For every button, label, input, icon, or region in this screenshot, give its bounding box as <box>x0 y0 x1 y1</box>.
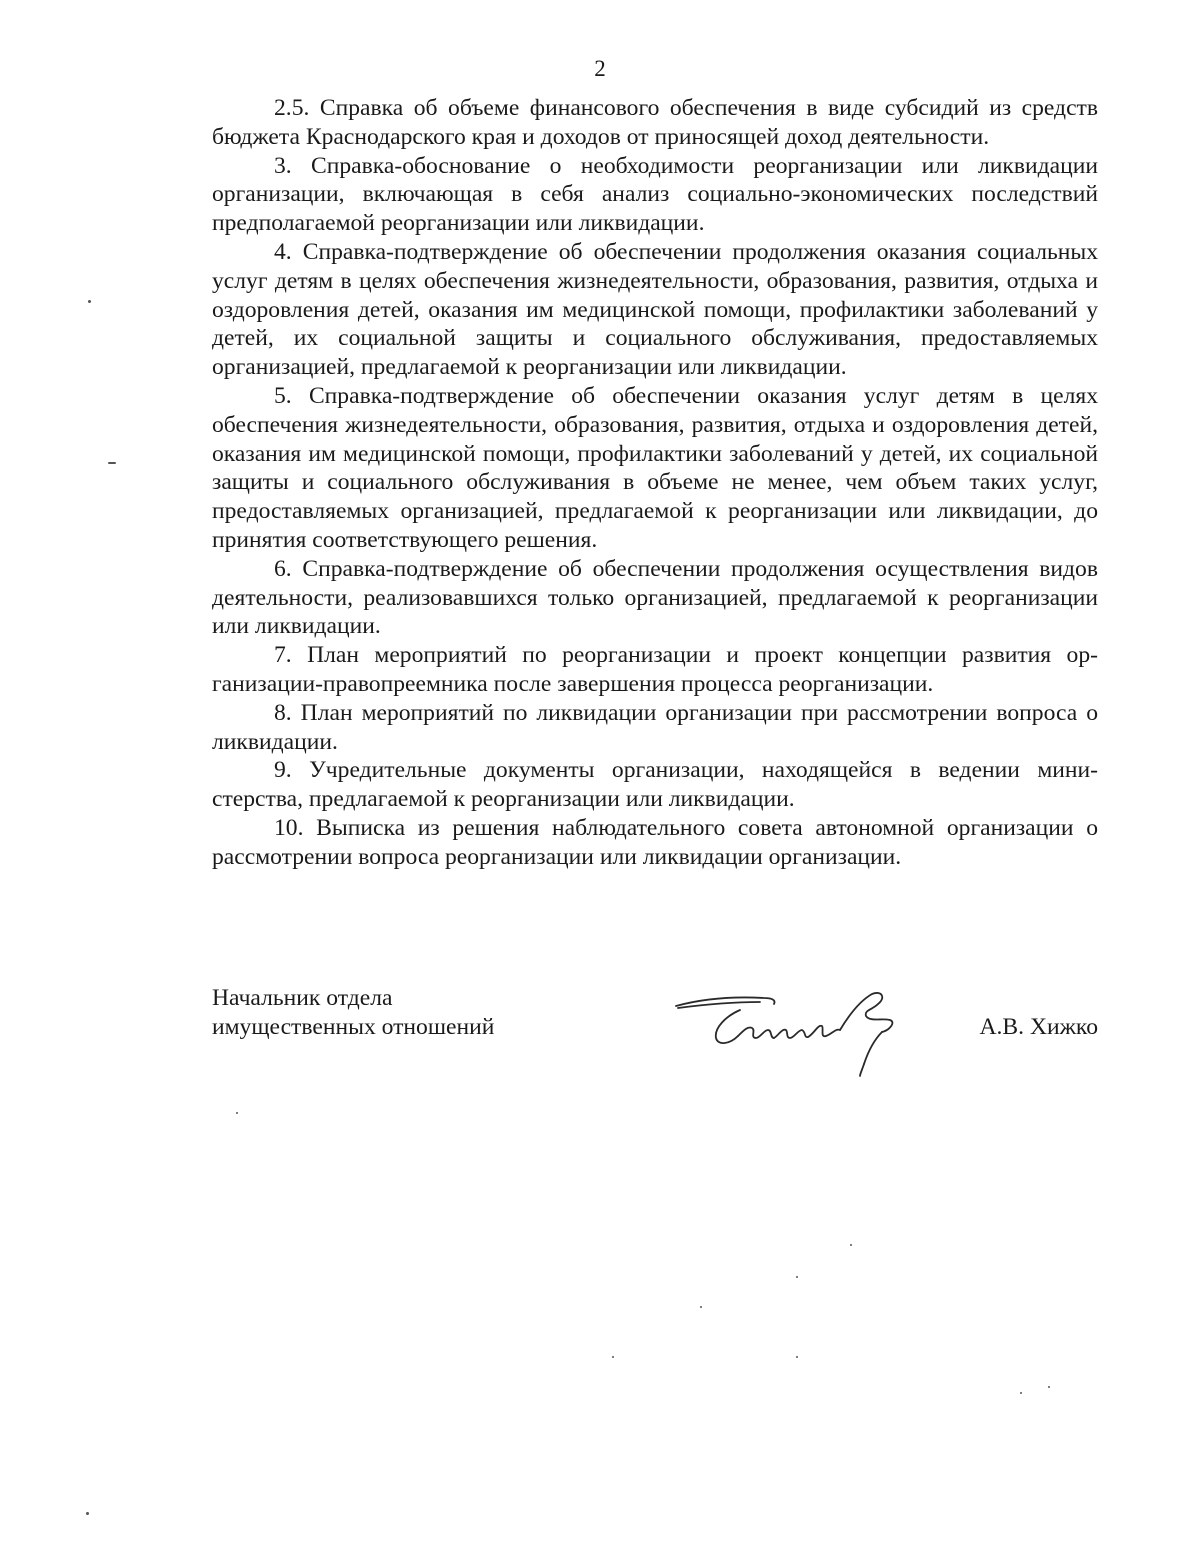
scan-speck <box>236 1112 238 1114</box>
paragraph-5: 5. Справка-подтверждение об обеспечении оказания услуг детям в целях обеспечения жизнедеятельности, образования, развития, отдыха и оздоровления детей, оказания им медицинской помощи, профилактики заболеваний у детей, их социальной защиты и социального обслуживания в объеме не менее, чем объем таких услуг, предоставляемых организацией, предлагаемой к реорганизации или ликвидации, до принятия соответствующего решения. <box>212 382 1098 553</box>
document-body <box>212 94 1098 872</box>
scan-speck <box>612 1356 614 1358</box>
paragraph-2-5: 2.5. Справка об объеме финансового обеспечения в виде субсидий из средств бюджета Краснодарского края и доходов от приносящей доход деятельности. <box>212 95 1098 150</box>
paragraph-8: 8. План мероприятий по ликвидации организации при рассмотрении вопроса о ликвидации. <box>212 699 1098 755</box>
handwritten-signature-icon <box>668 980 928 1084</box>
scan-speck <box>1048 1386 1050 1388</box>
signer-name: А.В. Хижко <box>979 1014 1098 1040</box>
paragraph-9: 9. Учредительные документы организации, находящейся в ведении министерства, предлагаемой к реорганизации или ликвидации. <box>212 757 1098 813</box>
scan-speck <box>700 1306 702 1308</box>
signer-position-line-2: имущественных отношений <box>212 1014 495 1040</box>
scan-speck <box>108 462 116 464</box>
signer-position <box>212 984 494 1042</box>
scan-speck <box>850 1244 852 1246</box>
scan-speck <box>86 1512 89 1515</box>
page-number: 2 <box>594 56 606 81</box>
scan-speck <box>88 300 91 303</box>
paragraph-10: 10. Выписка из решения наблюдательного совета автономной организации о рассмотрении вопроса реорганизации или ликвидации организации. <box>212 814 1098 870</box>
signature-block <box>212 984 1098 1094</box>
paragraph-7: 7. План мероприятий по реорганизации и проект концепции развития организации-правопреемника после завершения процесса реорганизации. <box>212 642 1098 697</box>
paragraph-4: 4. Справка-подтверждение об обеспечении продолжения оказания социальных услуг детям в целях обеспечения жизнедеятельности, образования, развития, отдыха и оздоровления детей, оказания им медицинской помощи, профилактики заболеваний у детей, их социальной защиты и социального обслуживания, предоставляемых организацией, предлагаемой к реорганизации или ликвидации. <box>212 238 1098 381</box>
scan-speck <box>796 1356 798 1358</box>
paragraph-3: 3. Справка-обоснование о необходимости реорганизации или ликвидации организации, включающая в себя анализ социально-экономических последствий предполагаемой реорганизации или ликвидации. <box>212 152 1098 237</box>
signer-position-line-1: Начальник отдела <box>212 985 393 1011</box>
scan-speck <box>1020 1392 1022 1394</box>
paragraph-6: 6. Справка-подтверждение об обеспечении продолжения осуществления видов деятельности, реализовавшихся только организацией, предлагаемой к реорганизации или ликвидации. <box>212 555 1098 640</box>
scan-speck <box>796 1276 798 1278</box>
